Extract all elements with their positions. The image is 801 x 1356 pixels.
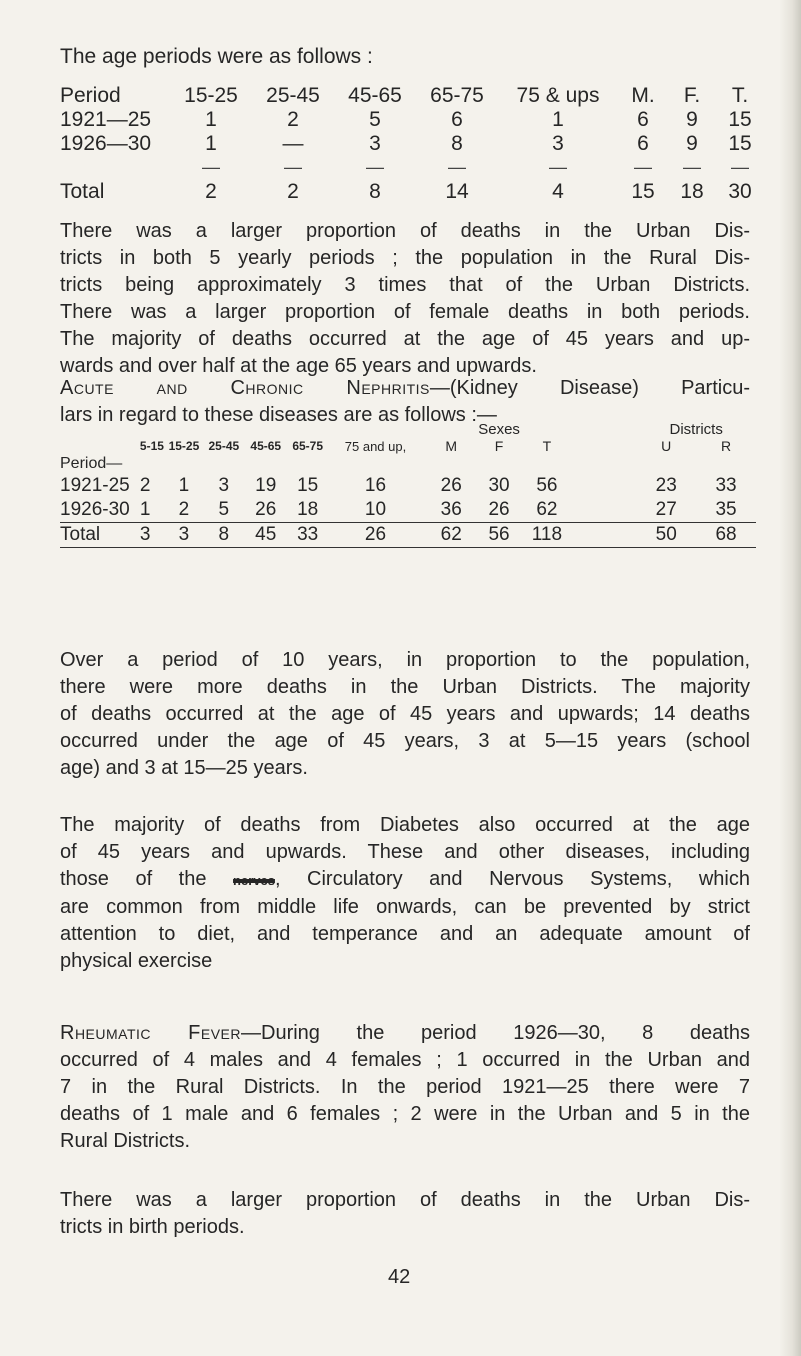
paragraph-line: deaths of 1 male and 6 females ; 2 were in the Urban and 5 in the (60, 1103, 750, 1125)
header-cell: T (542, 438, 552, 454)
total-cell: 33 (288, 523, 328, 548)
table-cell: 23 (655, 475, 677, 496)
period-cell: 1921-25 (60, 475, 130, 496)
paragraph-line: Rural Districts. (60, 1130, 191, 1152)
header-cell: 75 and up, (344, 438, 407, 454)
ten-year-paragraph (60, 647, 750, 782)
table-cell: 5 (218, 499, 230, 520)
table-cell: 6 (637, 132, 649, 155)
period-label-row (60, 454, 756, 474)
table-cell: 3 (552, 132, 564, 155)
dash-mark: — (284, 156, 302, 177)
table-cell: 2 (287, 108, 299, 131)
table-cell: 3 (369, 132, 381, 155)
nephritis-table (60, 420, 756, 548)
total-cell: 15 (631, 180, 655, 203)
table-cell: 35 (715, 499, 737, 520)
table-cell: 3 (218, 475, 230, 496)
paragraph-line: —During the period 1926—30, 8 deaths (241, 1022, 750, 1044)
table-cell: 56 (536, 475, 558, 496)
paragraph-line: The majority of deaths occurred at the age of 45 years and up- (60, 328, 750, 350)
paragraph-line: physical exercise (60, 950, 213, 972)
total-label: Total (60, 523, 140, 548)
dash-mark: — (549, 156, 567, 177)
paragraph-line: There was a larger proportion of deaths in the Urban Dis- (60, 220, 750, 242)
table-cell: 26 (255, 499, 277, 520)
age-periods-table (60, 84, 764, 206)
total-cell: 30 (728, 180, 752, 203)
table-cell: 2 (178, 499, 190, 520)
rheumatic-fever-paragraph (60, 1020, 750, 1155)
total-cell: 45 (244, 523, 288, 548)
header-cell: 25-45 (266, 84, 320, 107)
period-cell: 1926—30 (60, 132, 152, 155)
dash-mark: — (448, 156, 466, 177)
paragraph-line: tricts in birth periods. (60, 1216, 245, 1238)
total-cell: 26 (328, 523, 424, 548)
table-cell: 15 (297, 475, 319, 496)
paragraph-line: tricts in both 5 yearly periods ; the population in the Rural Dis- (60, 247, 750, 269)
total-row (60, 523, 756, 548)
table-row (60, 132, 764, 156)
total-cell: 2 (205, 180, 217, 203)
total-row (60, 178, 764, 206)
paragraph-line: occurred of 4 males and 4 females ; 1 occurred in the Urban and (60, 1049, 750, 1071)
total-cell: 3 (140, 523, 164, 548)
header-cell: 45-65 (348, 84, 402, 107)
period-label: Period— (60, 455, 123, 472)
paragraph-line: There was a larger proportion of female deaths in both periods. (60, 301, 750, 323)
table-row (60, 108, 764, 132)
paragraph-line: age) and 3 at 15—25 years. (60, 757, 308, 779)
birth-periods-paragraph (60, 1187, 750, 1241)
page-number: 42 (388, 1266, 411, 1288)
total-cell: 3 (164, 523, 204, 548)
table-cell: 1 (552, 108, 564, 131)
struck-word: nerves (233, 873, 275, 888)
header-cell: M (445, 438, 458, 454)
paragraph-line: are common from middle life onwards, can be prevented by strict (60, 896, 750, 918)
group-header-row (60, 420, 756, 438)
table-cell: 26 (440, 475, 462, 496)
table-cell: 9 (686, 108, 698, 131)
header-cell: 65-75 (430, 84, 484, 107)
table-cell: 16 (364, 475, 387, 496)
dash-mark: — (731, 156, 749, 177)
dash-mark: — (202, 156, 220, 177)
paragraph-line: The majority of deaths from Diabetes also occurred at the age (60, 814, 750, 836)
table-cell: 26 (488, 499, 510, 520)
period-cell: 1921—25 (60, 108, 152, 131)
dash-mark: — (366, 156, 384, 177)
table-cell: 9 (686, 132, 698, 155)
header-cell: Period (60, 84, 121, 107)
total-cell: 118 (519, 523, 575, 548)
table-cell: 30 (488, 475, 510, 496)
header-cell: M. (631, 84, 655, 107)
table-cell: 6 (451, 108, 463, 131)
paragraph-line: occurred under the age of 45 years, 3 at 5—15 years (school (60, 730, 750, 752)
header-cell: 5-15 (139, 439, 164, 453)
header-cell: 25-45 (208, 439, 240, 453)
period-cell: 1926-30 (60, 499, 130, 520)
total-cell: 8 (369, 180, 381, 203)
paragraph-line: attention to diet, and temperance and an adequate amount of (60, 923, 750, 945)
total-cell: 18 (680, 180, 704, 203)
paragraph-line: 7 in the Rural Districts. In the period 1921—25 there were 7 (60, 1076, 750, 1098)
header-cell: 45-65 (250, 439, 282, 453)
intro-line: The age periods were as follows : (60, 45, 373, 68)
header-cell: 15-25 (168, 439, 200, 453)
table-cell: 36 (440, 499, 462, 520)
paragraph-line: Over a period of 10 years, in proportion to the population, (60, 649, 750, 671)
diabetes-paragraph (60, 812, 750, 975)
rheumatic-title: Rheumatic Fever (60, 1022, 241, 1044)
table-cell: 8 (451, 132, 463, 155)
table-header-row (60, 438, 756, 454)
header-cell: 75 & ups (516, 84, 600, 107)
header-cell: F. (683, 84, 701, 107)
header-cell: R (721, 438, 732, 454)
table-cell: 18 (297, 499, 319, 520)
table-cell: 10 (364, 499, 387, 520)
page-edge-shadow (779, 0, 801, 1356)
table-cell: 33 (715, 475, 737, 496)
table-cell: 2 (139, 475, 151, 496)
sexes-header: Sexes (478, 420, 520, 438)
total-cell: 68 (696, 523, 756, 548)
paragraph-line: of 45 years and upwards. These and other diseases, including (60, 841, 750, 863)
dash-mark: — (683, 156, 701, 177)
dash-separator-row (60, 156, 764, 178)
table-cell: 5 (369, 108, 381, 131)
table-row (60, 474, 756, 498)
table-cell: — (282, 132, 304, 155)
paragraph-line: wards and over half at the age 65 years and upwards. (60, 355, 537, 377)
paragraph-line: lars in regard to these diseases are as follows :— (60, 404, 497, 426)
total-cell: 4 (552, 180, 564, 203)
total-cell: 50 (636, 523, 696, 548)
districts-header: Districts (669, 420, 723, 438)
table-cell: 1 (205, 132, 217, 155)
paragraph-line: tricts being approximately 3 times that of the Urban Districts. (60, 274, 750, 296)
urban-districts-paragraph (60, 218, 750, 380)
dash-mark: — (634, 156, 652, 177)
header-cell: U (661, 438, 672, 454)
total-label: Total (60, 180, 105, 203)
total-cell: 62 (423, 523, 479, 548)
total-cell: 8 (204, 523, 244, 548)
header-cell: T. (731, 84, 749, 107)
table-header-row (60, 84, 764, 108)
table-cell: 15 (728, 108, 752, 131)
table-row (60, 498, 756, 523)
total-cell: 56 (479, 523, 519, 548)
total-cell: 2 (287, 180, 299, 203)
table-cell: 1 (178, 475, 190, 496)
paragraph-line: those of the (60, 868, 207, 890)
paragraph-line: There was a larger proportion of deaths in the Urban Dis- (60, 1189, 750, 1211)
table-cell: 27 (655, 499, 677, 520)
paragraph-line: of deaths occurred at the age of 45 years and upwards; 14 deaths (60, 703, 750, 725)
header-cell: 65-75 (292, 439, 324, 453)
paragraph-line: , Circulatory and Nervous Systems, which (274, 868, 750, 890)
nephritis-title-rest: —(Kidney Disease) Particu- (429, 377, 750, 399)
paragraph-line: there were more deaths in the Urban Districts. The majority (60, 676, 750, 698)
header-cell: 15-25 (184, 84, 238, 107)
nephritis-title: Acute and Chronic Nephritis (60, 377, 430, 399)
table-cell: 1 (139, 499, 151, 520)
table-cell: 6 (637, 108, 649, 131)
table-cell: 19 (255, 475, 277, 496)
header-cell: F (494, 438, 504, 454)
table-cell: 15 (728, 132, 752, 155)
table-cell: 62 (536, 499, 558, 520)
total-cell: 14 (445, 180, 469, 203)
table-cell: 1 (205, 108, 217, 131)
